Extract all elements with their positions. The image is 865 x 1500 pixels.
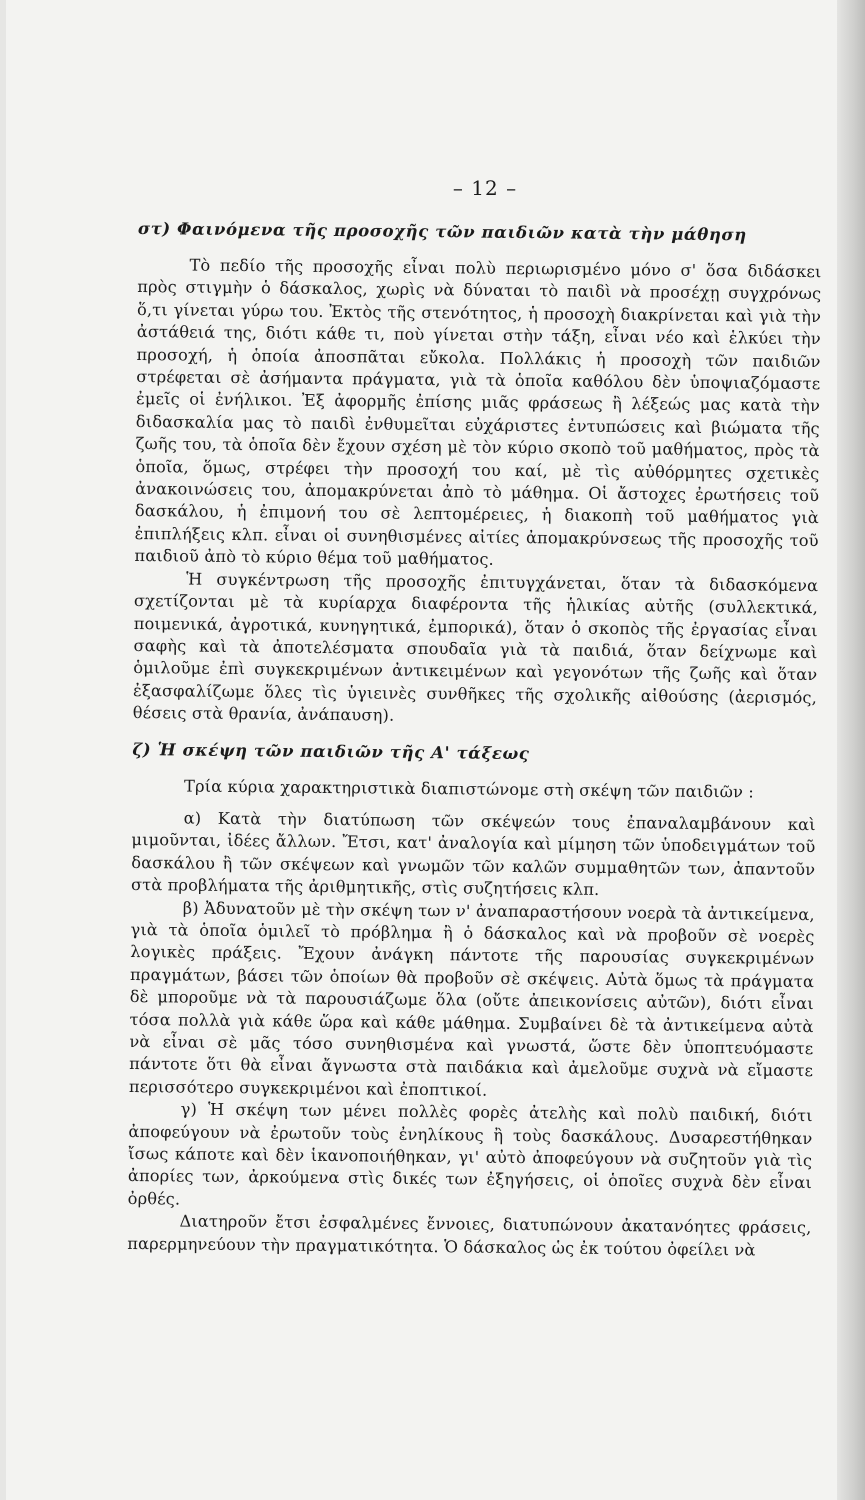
page-left-edge: [0, 0, 6, 1500]
section-heading-st: στ) Φαινόμενα τῆς προσοχῆς τῶν παιδιῶν κατὰ τὴν μάθηση: [137, 218, 747, 245]
page-body: [127, 218, 822, 1262]
paragraph-attention-phenomena: Τὸ πεδίο τῆς προσοχῆς εἶναι πολὺ περιωρισμένο μόνο σ' ὅσα διδάσκει πρὸς στιγμὴν ὁ δάσκαλος, χωρὶς νὰ δύναται τὸ παιδὶ νὰ προσέχῃ συγχρόνως ὅ,τι γίνεται γύρω του. Ἐκτὸς τῆς στενότητος, ἡ προσοχὴ διακρίνεται καὶ γιὰ τὴν ἀστάθειά της, διότι κάθε τι, ποὺ γίνεται στὴν τάξη, εἶναι νέο καὶ ἑλκύει τὴν προσοχή, ἡ ὁποία ἀποσπᾶται εὔκολα. Πολλάκις ἡ προσοχὴ τῶν παιδιῶν στρέφεται σὲ ἀσήμαντα πράγματα, γιὰ τὰ ὁποῖα καθόλου δὲν ὑποψιαζόμαστε ἐμεῖς οἱ ἐνήλικοι. Ἐξ ἀφορμῆς ἐπίσης μιᾶς φράσεως ἢ λέξεώς μας κατὰ τὴν διδασκαλία μας τὸ παιδὶ ἐνθυμεῖται εὐχάριστες ἐντυπώσεις καὶ βιώματα τῆς ζωῆς του, τὰ ὁποῖα δὲν ἔχουν σχέση μὲ τὸν κύριο σκοπὸ τοῦ μαθήματος, πρὸς τὰ ὁποῖα, ὅμως, στρέφει τὴν προσοχή του καί, μὲ τὶς αὐθόρμητες σχετικὲς ἀνακοινώσεις του, ἀπομακρύνεται ἀπὸ τὸ μάθημα. Οἱ ἄστοχες ἐρωτήσεις τοῦ δασκάλου, ἡ ἐπιμονή του σὲ λεπτομέρειες, ἡ διακοπὴ τοῦ μαθήματος γιὰ ἐπιπλήξεις κλπ. εἶναι οἱ συνηθισμένες αἰτίες ἀπομακρύνσεως τῆς προσοχῆς τοῦ παιδιοῦ ἀπὸ τὸ κύριο θέμα τοῦ μαθήματος.: [134, 255, 822, 570]
paragraph-thinking-b: β) Ἀδυνατοῦν μὲ τὴν σκέψη των ν' ἀναπαραστήσουν νοερὰ τὰ ἀντικείμενα, γιὰ τὰ ὁποῖα ὁμιλεῖ τὸ πρόβλημα ἢ ὁ δάσκαλος καὶ νὰ προβοῦν σὲ νοερὲς λογικὲς πράξεις. Ἔχουν ἀνάγκη πάντοτε τῆς παρουσίας συγκεκριμένων πραγμάτων, βάσει τῶν ὁποίων θὰ προβοῦν σὲ σκέψεις. Αὐτὰ ὅμως τὰ πράγματα δὲ μποροῦμε νὰ τὰ παρουσιάζωμε ὅλα (οὔτε ἀπεικονίσεις αὐτῶν), διότι εἶναι τόσα πολλὰ γιὰ κάθε ὥρα καὶ κάθε μάθημα. Συμβαίνει δὲ τὰ ἀντικείμενα αὐτὰ νὰ εἶναι σὲ μᾶς τόσο συνηθισμένα καὶ γνωστά, ὥστε δὲν ὑποπτευόμαστε πάντοτε ὅτι θὰ εἶναι ἄγνωστα στὰ παιδάκια καὶ ἀμελοῦμε συχνὰ νὰ εἴμαστε περισσότερο συγκεκριμένοι καὶ ἐποπτικοί.: [128, 898, 815, 1100]
paragraph-thinking-continuation: Διατηροῦν ἔτσι ἐσφαλμένες ἔννοιες, διατυπώνουν ἀκατανόητες φράσεις, παρερμηνεύουν τὴν πραγματικότητα. Ὁ δάσκαλος ὡς ἐκ τούτου ὀφείλει νὰ: [127, 1211, 812, 1260]
page-number: – 12 –: [452, 176, 518, 200]
paragraph-attention-concentration: Ἡ συγκέντρωση τῆς προσοχῆς ἐπιτυγχάνεται, ὅταν τὰ διδασκόμενα σχετίζονται μὲ τὰ κυρίαρχα διαφέροντα τῆς ἡλικίας αὐτῆς (συλλεκτικά, ποιμενικά, ἀγροτικά, κυνηγητικά, ἐμπορικά), ὅταν ὁ σκοπὸς τῆς ἐργασίας εἶναι σαφὴς καὶ τὰ ἀποτελέσματα σπουδαῖα γιὰ τὰ παιδιά, ὅταν δείχνωμε καὶ ὁμιλοῦμε ἐπὶ συγκεκριμένων ἀντικειμένων καὶ γεγονότων τῆς ζωῆς καὶ ὅταν ἐξασφαλίζωμε ὅλες τὶς ὑγιεινὲς συνθῆκες τῆς σχολικῆς αἰθούσης (ἀερισμός, θέσεις στὰ θρανία, ἀνάπαυση).: [132, 569, 819, 725]
paragraph-thinking-c: γ) Ἡ σκέψη των μένει πολλὲς φορὲς ἀτελὴς καὶ πολὺ παιδική, διότι ἀποφεύγουν νὰ ἐρωτοῦν τοὺς ἐνηλίκους ἢ τοὺς δασκάλους. Δυσαρεστήθηκαν ἴσως κάποτε καὶ δὲν ἱκανοποιήθηκαν, γι' αὐτὸ ἀποφεύγουν νὰ συζητοῦν γιὰ τὶς ἀπορίες των, ἀρκούμενα στὶς δικές των ἐξηγήσεις, οἱ ὁποῖες συχνὰ δὲν εἶναι ὀρθές.: [127, 1099, 813, 1209]
section-heading-z: ζ) Ἡ σκέψη τῶν παιδιῶν τῆς Α' τάξεως: [132, 739, 530, 763]
paragraph-thinking-a: α) Κατὰ τὴν διατύπωση τῶν σκέψεών τους ἐπαναλαμβάνουν καὶ μιμοῦνται, ἰδέες ἄλλων. Ἔτσι, κατ' ἀναλογία καὶ μίμηση τῶν ὑποδειγμάτων τοῦ δασκάλου ἢ τῶν σκέψεων καὶ γνωμῶν τῶν καλῶν συμμαθητῶν των, ἀπαντοῦν στὰ προβλήματα τῆς ἀριθμητικῆς, στὶς συζητήσεις κλπ.: [130, 808, 816, 900]
page-binding-edge: [837, 0, 865, 1500]
paragraph-thinking-intro: Τρία κύρια χαρακτηριστικὰ διαπιστώνομε στὴ σκέψη τῶν παιδιῶν :: [183, 776, 755, 802]
